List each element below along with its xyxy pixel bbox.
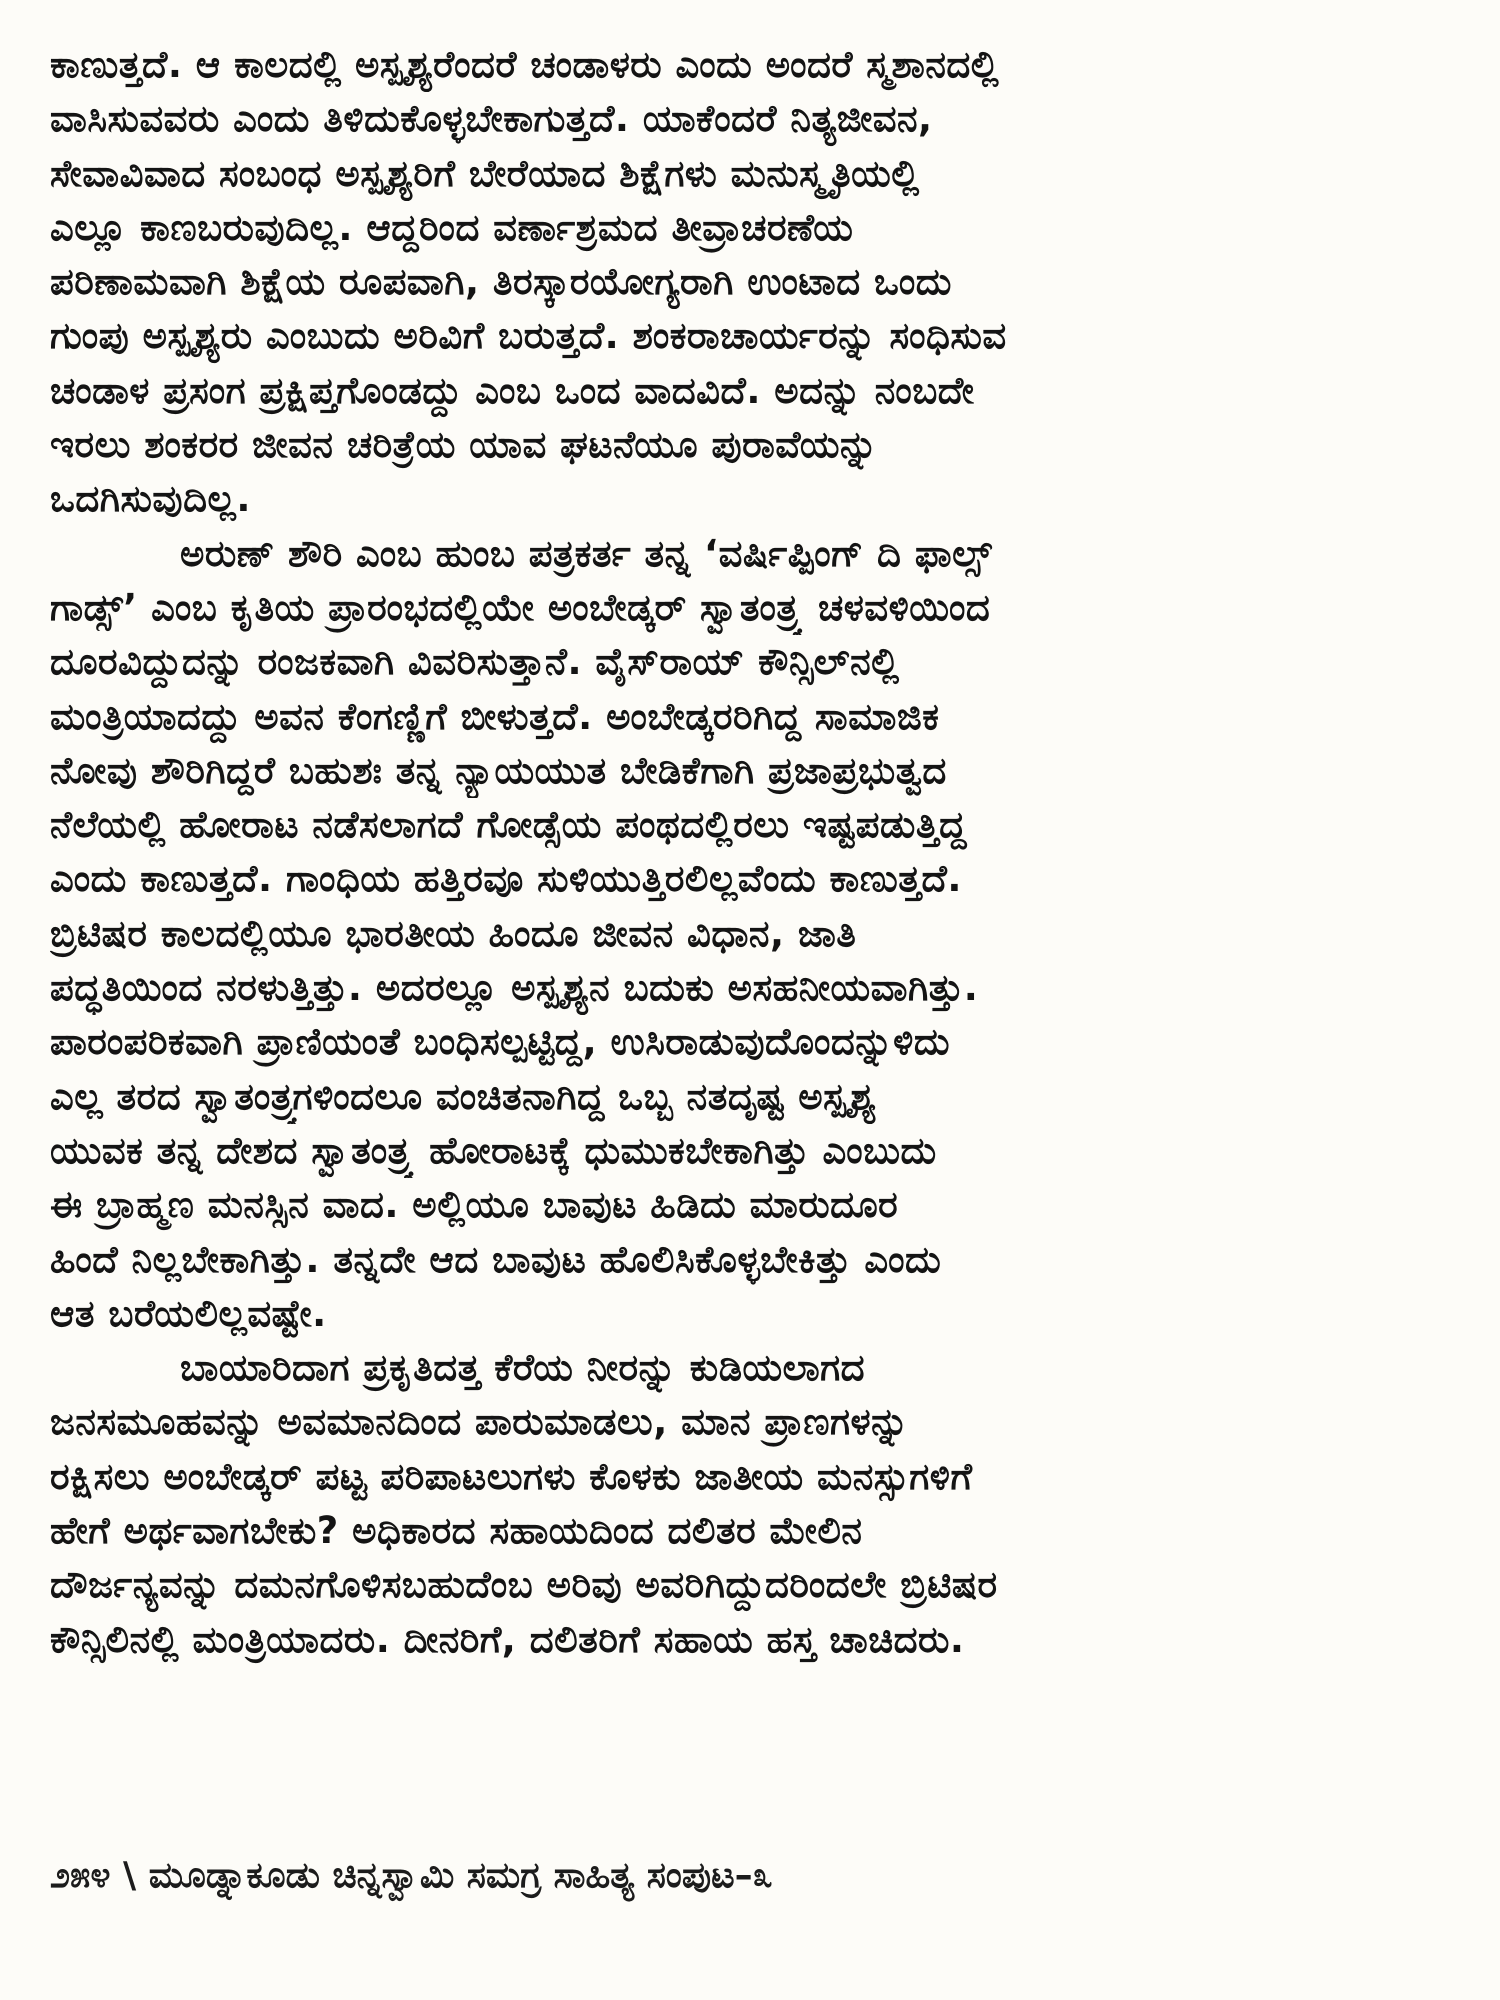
text-line: ರಕ್ಷಿಸಲು ಅಂಬೇಡ್ಕರ್ ಪಟ್ಟ ಪರಿಪಾಟಲುಗಳು ಕೊಳಕು ಜಾತೀಯ ಮನಸ್ಸುಗಳಿಗೆ bbox=[50, 1454, 973, 1498]
text-line: ಆತ ಬರೆಯಲಿಲ್ಲವಷ್ಟೇ. bbox=[50, 1291, 327, 1335]
text-line: ಈ ಬ್ರಾಹ್ಮಣ ಮನಸ್ಸಿನ ವಾದ. ಅಲ್ಲಿಯೂ ಬಾವುಟ ಹಿಡಿದು ಮಾರುದೂರ bbox=[50, 1183, 899, 1227]
text-line: ಚಂಡಾಳ ಪ್ರಸಂಗ ಪ್ರಕ್ಷಿಪ್ತಗೊಂಡದ್ದು ಎಂಬ ಒಂದ ವಾದವಿದೆ. ಅದನ್ನು ನಂಬದೇ bbox=[50, 368, 975, 412]
page-footer: ೨೫೪ \ ಮೂಡ್ನಾಕೂಡು ಚಿನ್ನಸ್ವಾಮಿ ಸಮಗ್ರ ಸಾಹಿತ್ಯ ಸಂಪುಟ–೩ bbox=[50, 1855, 773, 1896]
text-line: ಯುವಕ ತನ್ನ ದೇಶದ ಸ್ವಾತಂತ್ರ್ಯ ಹೋರಾಟಕ್ಕೆ ಧುಮುಕಬೇಕಾಗಿತ್ತು ಎಂಬುದು bbox=[50, 1128, 937, 1172]
text-line: ನೆಲೆಯಲ್ಲಿ ಹೋರಾಟ ನಡೆಸಲಾಗದೆ ಗೋಡ್ಸೆಯ ಪಂಥದಲ್ಲಿರಲು ಇಷ್ಟಪಡುತ್ತಿದ್ದ bbox=[50, 803, 967, 847]
text-line: ಹಿಂದೆ ನಿಲ್ಲಬೇಕಾಗಿತ್ತು. ತನ್ನದೇ ಆದ ಬಾವುಟ ಹೊಲಿಸಿಕೊಳ್ಳಬೇಕಿತ್ತು ಎಂದು bbox=[50, 1237, 942, 1281]
text-line: ದೂರವಿದ್ದುದನ್ನು ರಂಜಕವಾಗಿ ವಿವರಿಸುತ್ತಾನೆ. ವೈಸ್‌ರಾಯ್ ಕೌನ್ಸಿಲ್‌ನಲ್ಲಿ bbox=[50, 640, 900, 684]
text-line: ಕೌನ್ಸಿಲಿನಲ್ಲಿ ಮಂತ್ರಿಯಾದರು. ದೀನರಿಗೆ, ದಲಿತರಿಗೆ ಸಹಾಯ ಹಸ್ತ ಚಾಚಿದರು. bbox=[50, 1617, 965, 1661]
text-line: ಅರುಣ್ ಶೌರಿ ಎಂಬ ಹುಂಬ ಪತ್ರಕರ್ತ ತನ್ನ ‘ವರ್ಷಿಪ್ಪಿಂಗ್ ದಿ ಫಾಲ್ಸ್ bbox=[180, 531, 993, 575]
text-line: ದೌರ್ಜನ್ಯವನ್ನು ದಮನಗೊಳಿಸಬಹುದೆಂಬ ಅರಿವು ಅವರಿಗಿದ್ದುದರಿಂದಲೇ ಬ್ರಿಟಿಷರ bbox=[50, 1563, 998, 1607]
text-line: ವಾಸಿಸುವವರು ಎಂದು ತಿಳಿದುಕೊಳ್ಳಬೇಕಾಗುತ್ತದೆ. ಯಾಕೆಂದರೆ ನಿತ್ಯಜೀವನ, bbox=[50, 97, 933, 141]
text-line: ಬಾಯಾರಿದಾಗ ಪ್ರಕೃತಿದತ್ತ ಕೆರೆಯ ನೀರನ್ನು ಕುಡಿಯಲಾಗದ bbox=[180, 1346, 866, 1390]
body-text bbox=[50, 38, 1460, 1667]
text-line: ಮಂತ್ರಿಯಾದದ್ದು ಅವನ ಕೆಂಗಣ್ಣಿಗೆ ಬೀಳುತ್ತದೆ. ಅಂಬೇಡ್ಕರರಿಗಿದ್ದ ಸಾಮಾಜಿಕ bbox=[50, 694, 940, 738]
text-line: ಎಂದು ಕಾಣುತ್ತದೆ. ಗಾಂಧಿಯ ಹತ್ತಿರವೂ ಸುಳಿಯುತ್ತಿರಲಿಲ್ಲವೆಂದು ಕಾಣುತ್ತದೆ. bbox=[50, 857, 962, 901]
text-line: ಒದಗಿಸುವುದಿಲ್ಲ. bbox=[50, 477, 251, 521]
text-line: ಬ್ರಿಟಿಷರ ಕಾಲದಲ್ಲಿಯೂ ಭಾರತೀಯ ಹಿಂದೂ ಜೀವನ ವಿಧಾನ, ಜಾತಿ bbox=[50, 911, 857, 955]
text-line: ಇರಲು ಶಂಕರರ ಜೀವನ ಚರಿತ್ರೆಯ ಯಾವ ಘಟನೆಯೂ ಪುರಾವೆಯನ್ನು bbox=[50, 423, 878, 467]
text-line: ಪಾರಂಪರಿಕವಾಗಿ ಪ್ರಾಣಿಯಂತೆ ಬಂಧಿಸಲ್ಪಟ್ಟಿದ್ದ, ಉಸಿರಾಡುವುದೊಂದನ್ನುಳಿದು bbox=[50, 1020, 950, 1064]
text-line: ಕಾಣುತ್ತದೆ. ಆ ಕಾಲದಲ್ಲಿ ಅಸ್ಪೃಶ್ಯರೆಂದರೆ ಚಂಡಾಳರು ಎಂದು ಅಂದರೆ ಸ್ಮಶಾನದಲ್ಲಿ bbox=[50, 43, 1000, 86]
paragraph-1 bbox=[50, 38, 1460, 527]
text-line: ಪರಿಣಾಮವಾಗಿ ಶಿಕ್ಷೆಯ ರೂಪವಾಗಿ, ತಿರಸ್ಕಾರಯೋಗ್ಯರಾಗಿ ಉಂಟಾದ ಒಂದು bbox=[50, 260, 952, 304]
text-line: ಹೇಗೆ ಅರ್ಥವಾಗಬೇಕು? ಅಧಿಕಾರದ ಸಹಾಯದಿಂದ ದಲಿತರ ಮೇಲಿನ bbox=[50, 1509, 863, 1553]
text-line: ಜನಸಮೂಹವನ್ನು ಅವಮಾನದಿಂದ ಪಾರುಮಾಡಲು, ಮಾನ ಪ್ರಾಣಗಳನ್ನು bbox=[50, 1400, 909, 1444]
paragraph-2 bbox=[50, 527, 1460, 1341]
text-line: ಗುಂಪು ಅಸ್ಪೃಶ್ಯರು ಎಂಬುದು ಅರಿವಿಗೆ ಬರುತ್ತದೆ. ಶಂಕರಾಚಾರ್ಯರನ್ನು ಸಂಧಿಸುವ bbox=[50, 314, 1007, 358]
text-line: ನೋವು ಶೌರಿಗಿದ್ದರೆ ಬಹುಶಃ ತನ್ನ ನ್ಯಾಯಯುತ ಬೇಡಿಕೆಗಾಗಿ ಪ್ರಜಾಪ್ರಭುತ್ವದ bbox=[50, 748, 947, 792]
paragraph-3 bbox=[50, 1341, 1460, 1667]
text-line: ಗಾಡ್ಸ್’ ಎಂಬ ಕೃತಿಯ ಪ್ರಾರಂಭದಲ್ಲಿಯೇ ಅಂಬೇಡ್ಕರ್ ಸ್ವಾತಂತ್ರ್ಯ ಚಳವಳಿಯಿಂದ bbox=[50, 585, 991, 629]
text-line: ಎಲ್ಲೂ ಕಾಣಬರುವುದಿಲ್ಲ. ಆದ್ದರಿಂದ ವರ್ಣಾಶ್ರಮದ ತೀವ್ರಾಚರಣೆಯ bbox=[50, 205, 854, 249]
text-line: ಪದ್ಧತಿಯಿಂದ ನರಳುತ್ತಿತ್ತು. ಅದರಲ್ಲೂ ಅಸ್ಪೃಶ್ಯನ ಬದುಕು ಅಸಹನೀಯವಾಗಿತ್ತು. bbox=[50, 966, 979, 1010]
text-line: ಸೇವಾವಿವಾದ ಸಂಬಂಧ ಅಸ್ಪೃಶ್ಯರಿಗೆ ಬೇರೆಯಾದ ಶಿಕ್ಷೆಗಳು ಮನುಸ್ಮೃತಿಯಲ್ಲಿ bbox=[50, 151, 920, 195]
text-line: ಎಲ್ಲ ತರದ ಸ್ವಾತಂತ್ರ್ಯಗಳಿಂದಲೂ ವಂಚಿತನಾಗಿದ್ದ ಒಬ್ಬ ನತದೃಷ್ಟ ಅಸ್ಪೃಶ್ಯ bbox=[50, 1074, 877, 1118]
